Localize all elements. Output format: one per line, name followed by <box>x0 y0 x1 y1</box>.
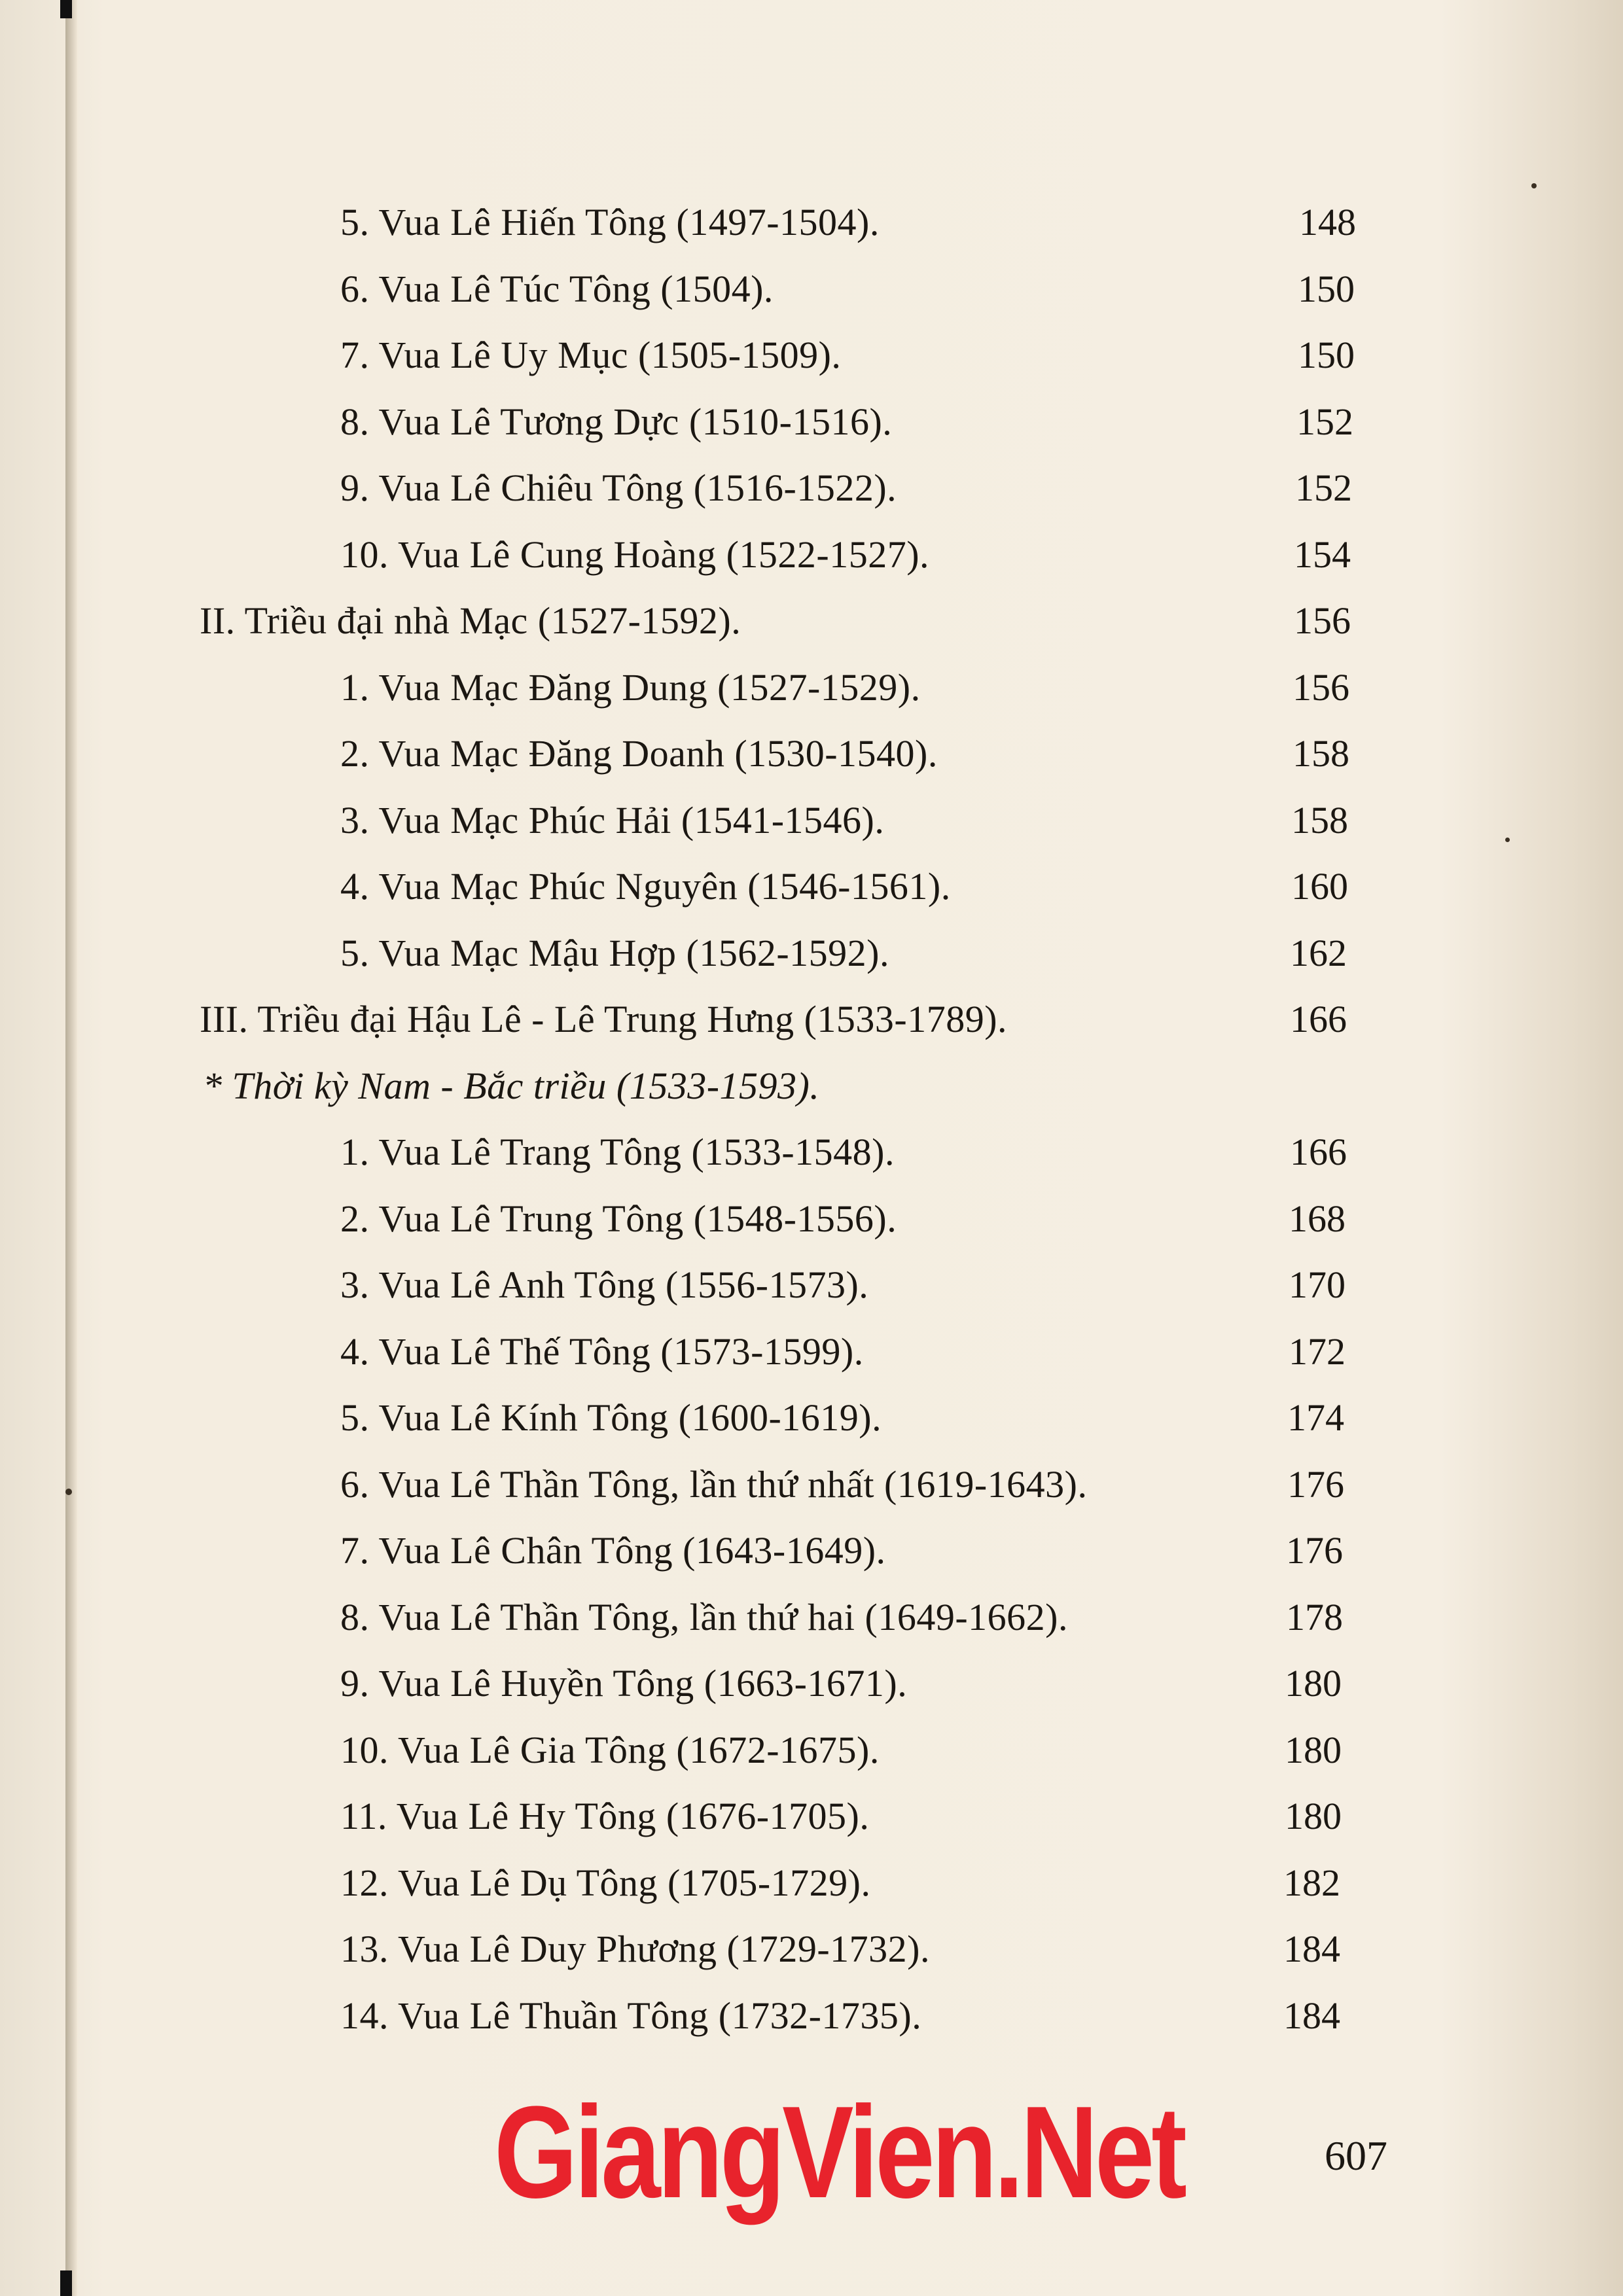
toc-entry-page: 166 <box>1290 998 1347 1040</box>
toc-entry <box>0 1256 1623 1315</box>
toc-entry-page: 180 <box>1285 1662 1342 1704</box>
toc-entry-page: 152 <box>1296 400 1353 443</box>
toc-entry-page: 154 <box>1294 533 1351 576</box>
toc-entry-title: II. Triều đại nhà Mạc (1527-1592). <box>200 599 741 642</box>
toc-entry <box>0 1787 1623 1846</box>
toc-entry <box>0 924 1623 983</box>
page-number: 607 <box>1325 2132 1387 2179</box>
toc-entry <box>0 260 1623 319</box>
toc-entry <box>0 1521 1623 1580</box>
toc-entry-page: 184 <box>1283 1928 1340 1970</box>
toc-entry <box>0 857 1623 916</box>
toc-entry-title: 2. Vua Lê Trung Tông (1548-1556). <box>340 1197 897 1240</box>
toc-entry-page: 152 <box>1295 467 1352 509</box>
toc-entry-page: 156 <box>1294 599 1351 642</box>
toc-entry <box>0 1588 1623 1647</box>
toc-entry-title: 9. Vua Lê Chiêu Tông (1516-1522). <box>340 467 897 509</box>
watermark-logo: GiangVien.Net <box>494 2079 1184 2225</box>
toc-entry <box>0 1388 1623 1447</box>
toc-entry-title: 8. Vua Lê Thần Tông, lần thứ hai (1649-1662). <box>340 1595 1068 1638</box>
toc-entry-title: 10. Vua Lê Cung Hoàng (1522-1527). <box>340 533 930 576</box>
toc-entry-page: 168 <box>1289 1197 1346 1240</box>
toc-entry-title: 13. Vua Lê Duy Phương (1729-1732). <box>340 1928 930 1970</box>
toc-entry-page: 150 <box>1298 267 1355 310</box>
toc-entry <box>0 193 1623 252</box>
toc-entry-page: 184 <box>1283 1994 1340 2037</box>
toc-entry-title: 7. Vua Lê Chân Tông (1643-1649). <box>340 1529 886 1572</box>
toc-entry <box>0 724 1623 783</box>
toc-entry-title: 5. Vua Mạc Mậu Hợp (1562-1592). <box>340 931 889 974</box>
toc-entry-title: 6. Vua Lê Túc Tông (1504). <box>340 267 774 310</box>
toc-entry-title: 4. Vua Mạc Phúc Nguyên (1546-1561). <box>340 865 951 908</box>
toc-entry <box>0 658 1623 717</box>
toc-entry-page: 162 <box>1290 931 1347 974</box>
toc-entry-title: 9. Vua Lê Huyền Tông (1663-1671). <box>340 1662 908 1704</box>
toc-entry-page: 172 <box>1289 1330 1346 1373</box>
toc-entry <box>0 525 1623 584</box>
toc-entry-title: 1. Vua Mạc Đăng Dung (1527-1529). <box>340 665 921 709</box>
toc-entry-title: 1. Vua Lê Trang Tông (1533-1548). <box>340 1131 895 1173</box>
toc-entry <box>0 1987 1623 2045</box>
toc-entry <box>0 1123 1623 1182</box>
toc-entry-page: 180 <box>1285 1728 1342 1771</box>
toc-entry <box>0 791 1623 850</box>
toc-entry-page: 176 <box>1286 1529 1343 1572</box>
toc-entry-title: 4. Vua Lê Thế Tông (1573-1599). <box>340 1330 864 1373</box>
toc-entry-title: 3. Vua Mạc Phúc Hải (1541-1546). <box>340 798 885 841</box>
toc-entry-page: 148 <box>1299 201 1356 243</box>
toc-entry <box>0 1920 1623 1979</box>
toc-entry <box>0 326 1623 385</box>
toc-entry <box>0 1455 1623 1514</box>
toc-section-entry <box>0 592 1623 650</box>
toc-entry-page: 156 <box>1293 665 1349 709</box>
toc-entry-title: * Thời kỳ Nam - Bắc triều (1533-1593). <box>203 1064 820 1107</box>
toc-entry-title: III. Triều đại Hậu Lê - Lê Trung Hưng (1533-1789). <box>200 998 1008 1040</box>
toc-entry-title: 6. Vua Lê Thần Tông, lần thứ nhất (1619-1643). <box>340 1462 1088 1506</box>
toc-entry-title: 5. Vua Lê Kính Tông (1600-1619). <box>340 1396 882 1439</box>
toc-entry-page: 150 <box>1298 334 1355 376</box>
toc-entry-page: 176 <box>1287 1462 1344 1506</box>
toc-entry-title: 7. Vua Lê Uy Mục (1505-1509). <box>340 334 842 376</box>
toc-entry-page: 174 <box>1287 1396 1344 1439</box>
toc-entry-page: 158 <box>1291 798 1348 841</box>
toc-entry-page: 170 <box>1289 1263 1346 1306</box>
toc-entry <box>0 1190 1623 1248</box>
toc-subheading <box>0 1057 1623 1116</box>
toc-entry-page: 160 <box>1291 865 1348 908</box>
toc-entry-title: 8. Vua Lê Tương Dực (1510-1516). <box>340 400 893 443</box>
toc-entry-page: 180 <box>1285 1795 1342 1837</box>
toc-entry <box>0 1654 1623 1713</box>
toc-entry-title: 14. Vua Lê Thuần Tông (1732-1735). <box>340 1994 922 2037</box>
toc-entry-title: 5. Vua Lê Hiến Tông (1497-1504). <box>340 201 880 243</box>
toc-entry <box>0 1854 1623 1913</box>
toc-entry-title: 11. Vua Lê Hy Tông (1676-1705). <box>340 1795 870 1837</box>
toc-entry-page: 182 <box>1283 1861 1340 1904</box>
toc-entry-page: 166 <box>1290 1131 1347 1173</box>
toc-section-entry <box>0 990 1623 1049</box>
toc-entry <box>0 393 1623 451</box>
toc-entry-page: 158 <box>1293 732 1349 775</box>
toc-entry <box>0 1322 1623 1381</box>
toc-entry-title: 3. Vua Lê Anh Tông (1556-1573). <box>340 1263 869 1306</box>
toc-entry <box>0 1721 1623 1780</box>
toc-entry <box>0 459 1623 518</box>
toc-entry-title: 2. Vua Mạc Đăng Doanh (1530-1540). <box>340 732 938 775</box>
toc-entry-page: 178 <box>1286 1595 1343 1638</box>
toc-entry-title: 10. Vua Lê Gia Tông (1672-1675). <box>340 1728 880 1771</box>
toc-entry-title: 12. Vua Lê Dụ Tông (1705-1729). <box>340 1861 871 1904</box>
